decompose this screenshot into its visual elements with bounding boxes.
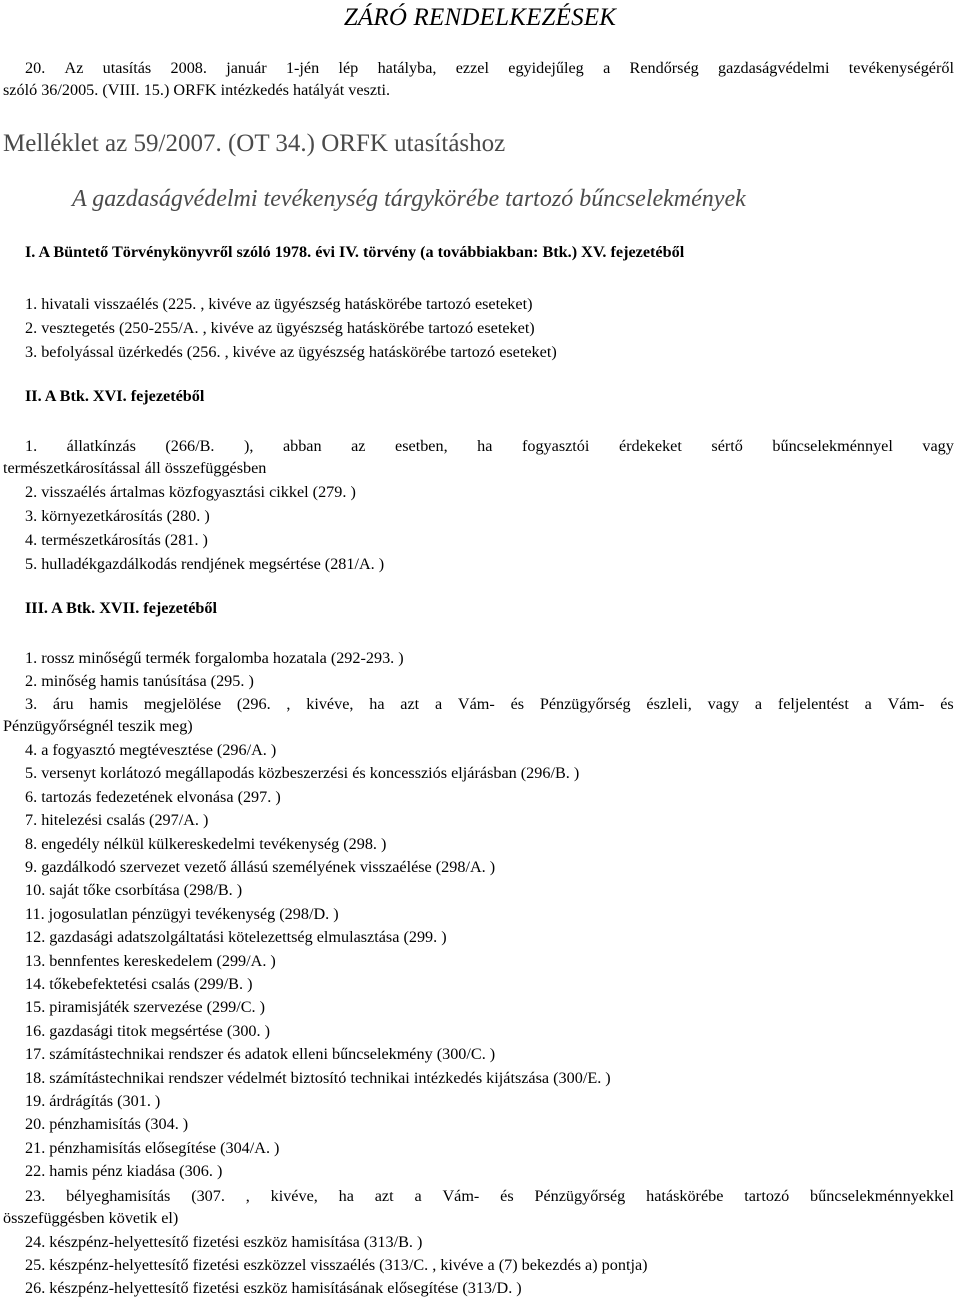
word: azt	[400, 695, 420, 713]
list-item: 2. minőség hamis tanúsítása (295. )	[25, 672, 254, 690]
word: és	[500, 1187, 514, 1205]
word: egyidejűleg	[508, 59, 584, 77]
word: Vám-	[457, 695, 495, 713]
word: hatáskörébe	[646, 1187, 724, 1205]
word: sértő	[711, 437, 743, 455]
word: ha	[338, 1187, 354, 1205]
list-item: 3. környezetkárosítás (280. )	[25, 507, 210, 525]
word: és	[940, 695, 954, 713]
list-item: 1. hivatali visszaélés (225. , kivéve az ügyészség hatáskörébe tartozó eseteket)	[25, 295, 533, 313]
word: vagy	[707, 695, 740, 713]
word: ha	[369, 695, 385, 713]
word: esetben,	[395, 437, 448, 455]
word: 2008.	[170, 59, 207, 77]
list-item: 24. készpénz-helyettesítő fizetési eszköz hamisítása (313/B. )	[25, 1233, 423, 1251]
word: a	[603, 59, 611, 77]
list-item: 6. tartozás fedezetének elvonása (297. )	[25, 787, 281, 806]
word: 3.	[25, 695, 38, 713]
word: gazdaságvédelmi	[718, 59, 830, 77]
list-item: 12. gazdasági adatszolgáltatási kötelezettség elmulasztása (299. )	[25, 928, 447, 947]
word: tevékenységéről	[848, 59, 954, 77]
list-item: 4. természetkárosítás (281. )	[25, 531, 208, 549]
list-item: 15. piramisjáték szervezése (299/C. )	[25, 998, 266, 1017]
list-item: 9. gazdálkodó szervezet vezető állású személyének visszaélése (298/A. )	[25, 858, 496, 876]
section-3-heading: III. A Btk. XVII. fejezetéből	[25, 599, 217, 617]
para-20-line-1	[25, 58, 954, 78]
list-item: 26. készpénz-helyettesítő fizetési eszköz hamisításának elősegítése (313/D. )	[25, 1279, 522, 1297]
list-item	[25, 694, 954, 714]
list-item: 3. befolyással üzérkedés (256. , kivéve az ügyészség hatáskörébe tartozó eseteket)	[25, 343, 557, 361]
list-item	[25, 436, 954, 456]
section-2-heading: II. A Btk. XVI. fejezetéből	[25, 387, 205, 405]
word: Rendőrség	[629, 59, 699, 77]
word: kivéve,	[270, 1187, 318, 1205]
list-item: 20. pénzhamisítás (304. )	[25, 1115, 189, 1134]
annex-heading: Melléklet az 59/2007. (OT 34.) ORFK utasításhoz	[3, 130, 506, 157]
list-item: 14. tőkebefektetési csalás (299/B. )	[25, 975, 253, 993]
section-1-heading: I. A Büntető Törvénykönyvről szóló 1978. évi IV. törvény (a továbbiakban: Btk.) XV. fejezetéből	[25, 243, 685, 261]
word: 20.	[25, 59, 46, 77]
page-title: ZÁRÓ RENDELKEZÉSEK	[343, 4, 617, 31]
word: fogyasztói	[521, 437, 590, 455]
word: (266/B.	[165, 437, 215, 455]
word: (307.	[191, 1187, 225, 1205]
word: a	[754, 695, 763, 713]
word: (296.	[236, 695, 271, 713]
word: ),	[243, 437, 254, 455]
word: Pénzügyőrség	[539, 695, 631, 713]
list-item-continuation: összefüggésben követik el)	[3, 1209, 179, 1227]
list-item: 2. visszaélés ártalmas közfogyasztási cikkel (279. )	[25, 483, 356, 501]
word: a	[864, 695, 872, 713]
word: január	[226, 59, 267, 77]
list-item: 5. versenyt korlátozó megállapodás közbeszerzési és koncessziós eljárásban (296/B. )	[25, 764, 580, 783]
list-item: 2. vesztegetés (250-255/A. , kivéve az ügyészség hatáskörébe tartozó eseteket)	[25, 319, 535, 337]
word: ,	[245, 1187, 250, 1205]
word: Az	[64, 59, 84, 77]
word: Vám-	[887, 695, 925, 713]
word: 23.	[25, 1187, 46, 1205]
list-item: 17. számítástechnikai rendszer és adatok elleni bűncselekmény (300/C. )	[25, 1045, 496, 1064]
word: bűncselekménnyekkel	[810, 1187, 954, 1205]
list-item: 18. számítástechnikai rendszer védelmét biztosító technikai intézkedés kijátszása (300/E. )	[25, 1068, 611, 1087]
list-item: 4. a fogyasztó megtévesztése (296/A. )	[25, 741, 277, 759]
word: az	[351, 437, 366, 455]
list-item: 1. rossz minőségű termék forgalomba hozatala (292-293. )	[25, 649, 404, 667]
list-item: 19. árdrágítás (301. )	[25, 1092, 161, 1110]
word: 1.	[25, 437, 38, 455]
para-20-line-2: szóló 36/2005. (VIII. 15.) ORFK intézkedés hatályát veszti.	[3, 81, 391, 99]
list-item: 7. hitelezési csalás (297/A. )	[25, 811, 209, 830]
word: megjelölése	[143, 695, 222, 713]
word: ezzel	[455, 59, 489, 77]
word: tartozó	[744, 1187, 790, 1205]
list-item-continuation: természetkárosítással áll összefüggésben	[3, 459, 267, 477]
word: Vám-	[442, 1187, 480, 1205]
word: bélyeghamisítás	[66, 1187, 171, 1205]
word: a	[434, 695, 443, 713]
list-item: 25. készpénz-helyettesítő fizetési eszközzel visszaélés (313/C. , kivéve a (7) bekezdés a) pontja)	[25, 1256, 648, 1274]
word: Pénzügyőrség	[534, 1187, 626, 1205]
word: azt	[374, 1187, 394, 1205]
word: ha	[477, 437, 493, 455]
list-item: 5. hulladékgazdálkodás rendjének megsértése (281/A. )	[25, 555, 385, 573]
word: ,	[286, 695, 291, 713]
word: vagy	[922, 437, 954, 455]
list-item-continuation: Pénzügyőrségnél teszik meg)	[3, 717, 193, 735]
word: kivéve,	[306, 695, 354, 713]
word: feljelentést	[777, 695, 849, 713]
word: 1-jén	[285, 59, 320, 77]
word: állatkínzás	[66, 437, 136, 455]
list-item: 21. pénzhamisítás elősegítése (304/A. )	[25, 1138, 280, 1157]
word: lép	[338, 59, 359, 77]
list-item	[25, 1186, 954, 1206]
list-item: 11. jogosulatlan pénzügyi tevékenység (298/D. )	[25, 904, 339, 923]
word: a	[414, 1187, 422, 1205]
word: abban	[282, 437, 322, 455]
word: észleli,	[646, 695, 692, 713]
list-item: 13. bennfentes kereskedelem (299/A. )	[25, 951, 276, 970]
word: hamis	[89, 695, 129, 713]
list-item: 22. hamis pénz kiadása (306. )	[25, 1162, 223, 1181]
word: és	[510, 695, 525, 713]
word: érdekeket	[618, 437, 682, 455]
list-item: 8. engedély nélkül külkereskedelmi tevékenység (298. )	[25, 834, 387, 853]
list-item: 10. saját tőke csorbítása (298/B. )	[25, 881, 243, 900]
word: utasítás	[102, 59, 152, 77]
word: áru	[52, 695, 74, 713]
annex-subtitle: A gazdaságvédelmi tevékenység tárgykörébe tartozó bűncselekmények	[72, 186, 746, 212]
word: bűncselekménnyel	[772, 437, 893, 455]
list-item: 16. gazdasági titok megsértése (300. )	[25, 1021, 270, 1040]
word: hatályba,	[377, 59, 437, 77]
